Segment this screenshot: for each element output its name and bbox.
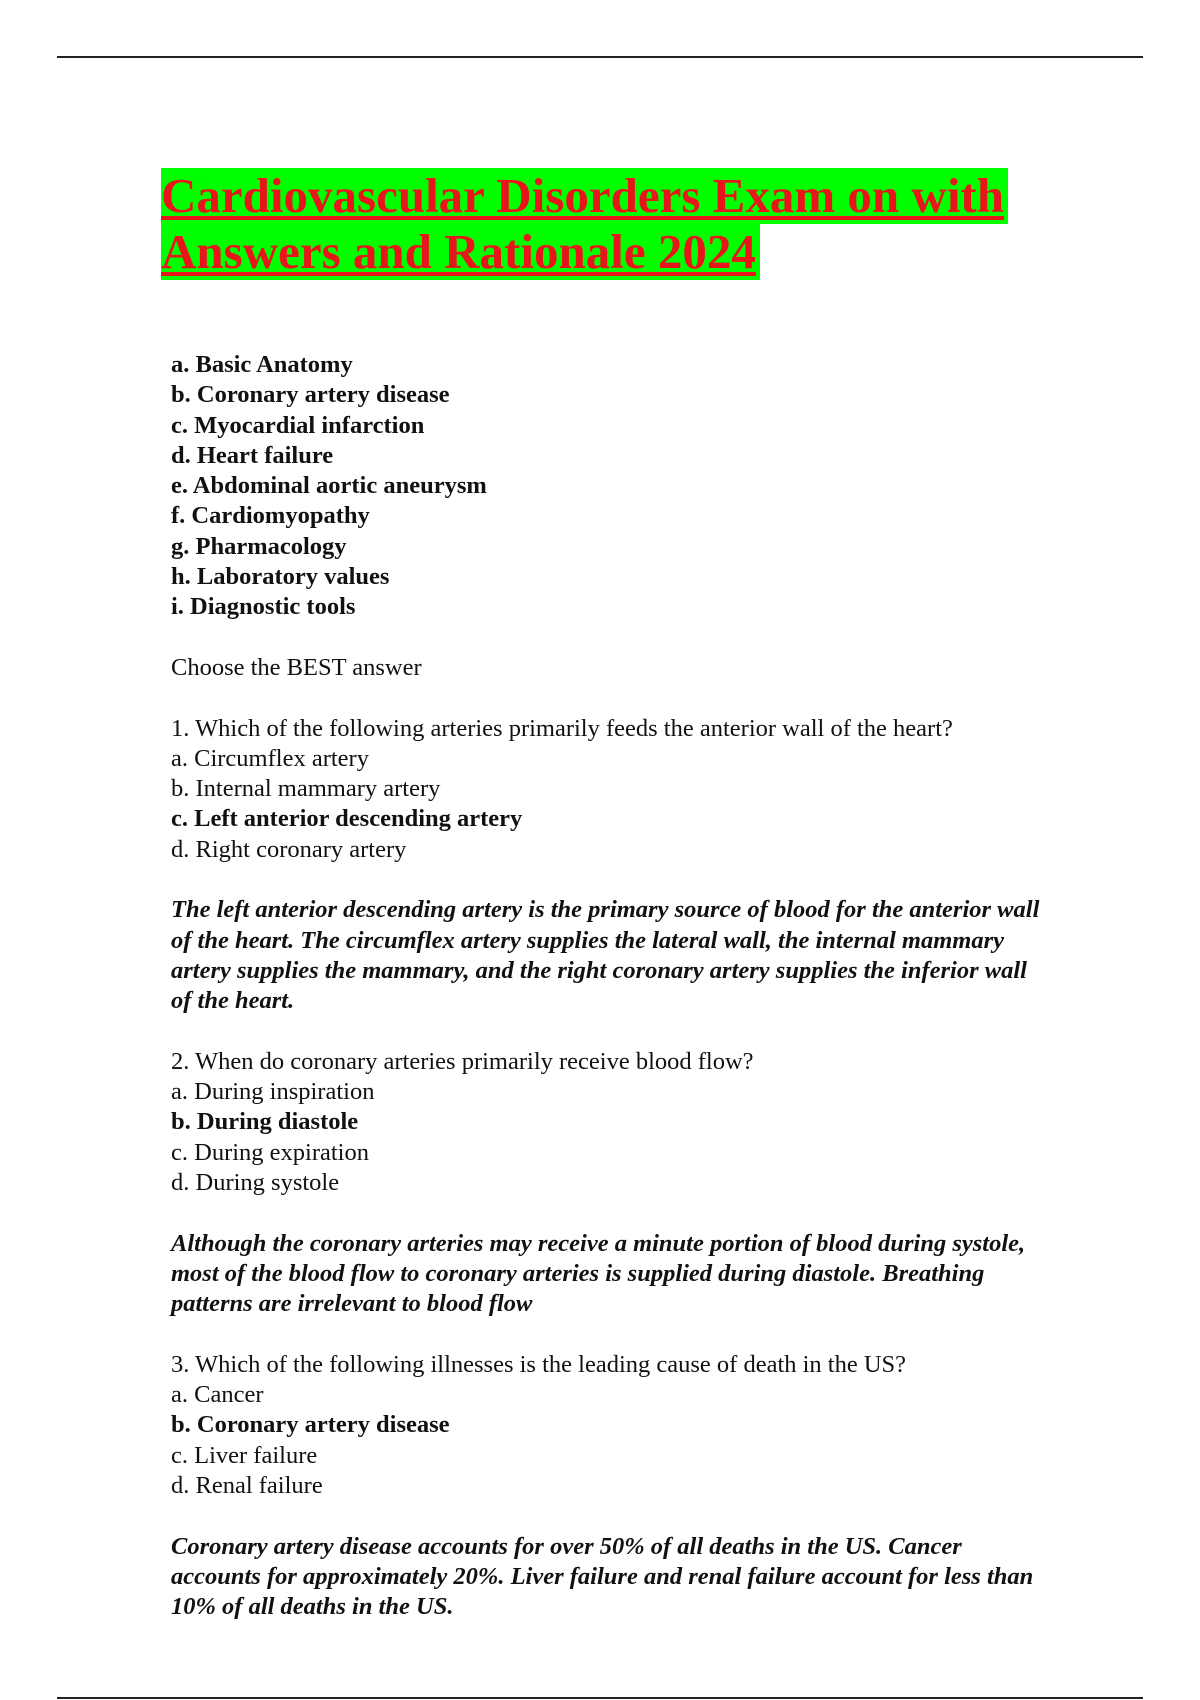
rationale-line: most of the blood flow to coronary arteries is supplied during diastole. Breathing [171, 1259, 985, 1287]
spacer [171, 865, 1111, 895]
spacer [171, 1501, 1111, 1531]
title-line-1: Cardiovascular Disorders Exam on with [161, 168, 1008, 224]
answer-option: d. Renal failure [171, 1471, 323, 1499]
topic-item: g. Pharmacology [171, 532, 347, 560]
rationale-line: of the heart. [171, 987, 295, 1015]
rationale-line: of the heart. The circumflex artery supplies the lateral wall, the internal mammary [171, 926, 1004, 954]
question-text: 3. Which of the following illnesses is the leading cause of death in the US? [171, 1350, 907, 1378]
correct-answer-option: b. Coronary artery disease [171, 1411, 450, 1439]
question-block-2 [171, 1047, 1111, 1320]
answer-option: a. During inspiration [171, 1078, 375, 1106]
instruction-text: Choose the BEST answer [171, 653, 422, 681]
question-text: 2. When do coronary arteries primarily receive blood flow? [171, 1047, 754, 1075]
topic-item: e. Abdominal aortic aneurysm [171, 472, 487, 500]
answer-option: a. Circumflex artery [171, 744, 369, 772]
rationale-line: accounts for approximately 20%. Liver failure and renal failure account for less than [171, 1562, 1034, 1590]
topic-item: h. Laboratory values [171, 563, 390, 591]
spacer [171, 1320, 1111, 1350]
topic-item: i. Diagnostic tools [171, 593, 356, 621]
question-block-3 [171, 1350, 1111, 1623]
rationale-line: patterns are irrelevant to blood flow [171, 1290, 533, 1318]
answer-option: d. During systole [171, 1169, 340, 1197]
topic-item: c. Myocardial infarction [171, 411, 425, 439]
topic-list [171, 350, 1111, 623]
rationale-line: Coronary artery disease accounts for over 50% of all deaths in the US. Cancer [171, 1532, 962, 1560]
page-title [161, 168, 1081, 280]
rationale-line: artery supplies the mammary, and the right coronary artery supplies the inferior wall [171, 956, 1027, 984]
document-body [171, 350, 1111, 1622]
top-rule [57, 56, 1143, 58]
answer-option: a. Cancer [171, 1381, 264, 1409]
correct-answer-option: c. Left anterior descending artery [171, 805, 523, 833]
answer-option: b. Internal mammary artery [171, 775, 441, 803]
rationale-line: Although the coronary arteries may receive a minute portion of blood during systole, [171, 1229, 1026, 1257]
rationale-line: The left anterior descending artery is the primary source of blood for the anterior wall [171, 896, 1040, 924]
spacer [171, 623, 1111, 653]
rationale [171, 1229, 1111, 1320]
answer-option: c. Liver failure [171, 1441, 318, 1469]
spacer [171, 1017, 1111, 1047]
question-block-1 [171, 714, 1111, 1017]
rationale-line: 10% of all deaths in the US. [171, 1593, 454, 1621]
topic-item: f. Cardiomyopathy [171, 502, 370, 530]
title-line-2: Answers and Rationale 2024 [161, 224, 760, 280]
answer-option: c. During expiration [171, 1138, 369, 1166]
correct-answer-option: b. During diastole [171, 1108, 359, 1136]
topic-item: d. Heart failure [171, 441, 334, 469]
rationale [171, 895, 1111, 1016]
bottom-rule [57, 1697, 1143, 1699]
answer-option: d. Right coronary artery [171, 835, 407, 863]
question-text: 1. Which of the following arteries primarily feeds the anterior wall of the heart? [171, 714, 953, 742]
spacer [171, 1198, 1111, 1228]
topic-item: a. Basic Anatomy [171, 351, 353, 378]
topic-item: b. Coronary artery disease [171, 381, 450, 409]
spacer [171, 683, 1111, 713]
rationale [171, 1532, 1111, 1623]
